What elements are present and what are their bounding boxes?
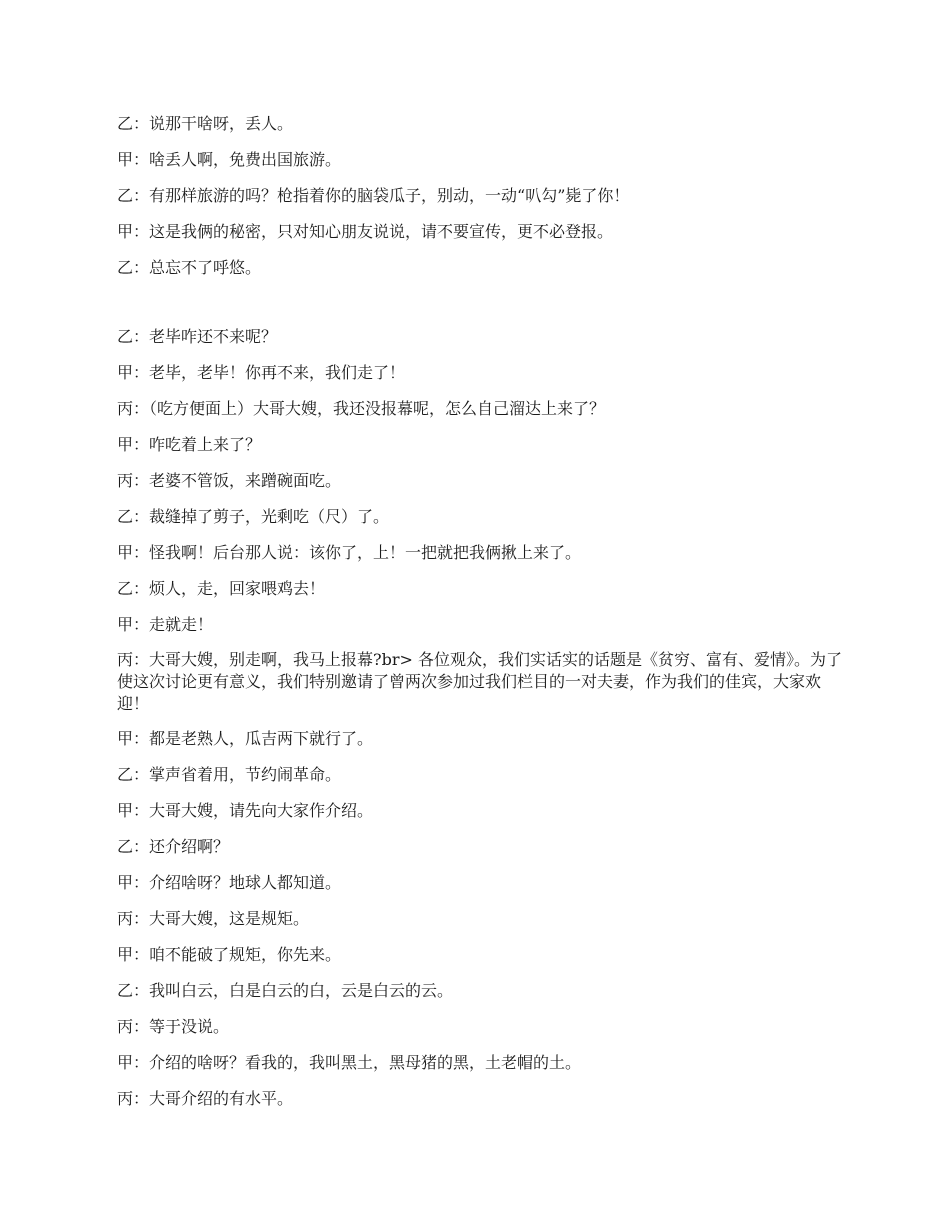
dialogue-line xyxy=(117,148,847,172)
dialogue-line xyxy=(117,799,847,823)
dialogue-line xyxy=(117,1015,847,1039)
speaker-label: 甲 xyxy=(117,945,134,964)
speaker-label: 丙 xyxy=(117,399,134,418)
dialogue-line xyxy=(117,469,847,493)
dialogue-line xyxy=(117,577,847,601)
separator: ： xyxy=(133,327,150,346)
separator: ： xyxy=(133,1017,150,1036)
dialogue-line xyxy=(117,649,847,715)
separator: ： xyxy=(133,222,150,241)
speaker-label: 乙 xyxy=(117,258,134,277)
dialogue-line xyxy=(117,1051,847,1075)
dialogue-line xyxy=(117,256,847,280)
line-text: 有那样旅游的吗？枪指着你的脑袋瓜子，别动，一动“叭勾”毙了你！ xyxy=(149,186,630,205)
separator: ： xyxy=(133,615,150,634)
line-text: 老毕咋还不来呢？ xyxy=(149,327,278,346)
dialogue-line xyxy=(117,541,847,565)
speaker-label: 甲 xyxy=(117,873,134,892)
line-text: 怪我啊！后台那人说：该你了，上！一把就把我俩揪上来了。 xyxy=(149,543,582,562)
separator: ： xyxy=(133,873,150,892)
dialogue-section-1 xyxy=(117,112,847,292)
speaker-label: 乙 xyxy=(117,327,134,346)
separator: ： xyxy=(133,150,150,169)
dialogue-line xyxy=(117,943,847,967)
line-text: 大哥介绍的有水平。 xyxy=(149,1089,294,1108)
separator: ： xyxy=(133,981,150,1000)
separator: ： xyxy=(133,507,150,526)
dialogue-line xyxy=(117,1087,847,1111)
speaker-label: 丙 xyxy=(117,471,134,490)
line-text: 这是我俩的秘密，只对知心朋友说说，请不要宣传，更不必登报。 xyxy=(149,222,614,241)
speaker-label: 甲 xyxy=(117,363,134,382)
separator: ： xyxy=(133,1053,150,1072)
separator: ： xyxy=(133,579,150,598)
dialogue-line xyxy=(117,112,847,136)
line-text: 总忘不了呼悠。 xyxy=(149,258,262,277)
separator: ： xyxy=(133,543,150,562)
line-text: 还介绍啊？ xyxy=(149,837,230,856)
dialogue-line xyxy=(117,325,847,349)
dialogue-line xyxy=(117,907,847,931)
line-text: 烦人，走，回家喂鸡去！ xyxy=(149,579,326,598)
line-text: 大哥大嫂，别走啊，我马上报幕?br> 各位观众，我们实话实的话题是《贫穷、富有、爱情》。为了使这次讨论更有意义，我们特别邀请了曾两次参加过我们栏目的一对夫妻，作为我们的佳宾，大家欢迎！ xyxy=(117,650,842,713)
separator: ： xyxy=(133,729,150,748)
separator: ： xyxy=(133,909,150,928)
dialogue-line xyxy=(117,871,847,895)
separator: ： xyxy=(133,114,150,133)
dialogue-line xyxy=(117,727,847,751)
line-text: 大哥大嫂，这是规矩。 xyxy=(149,909,310,928)
separator: ： xyxy=(133,650,150,669)
dialogue-line xyxy=(117,184,847,208)
line-text: 咋吃着上来了？ xyxy=(149,435,262,454)
separator: ： xyxy=(133,363,150,382)
speaker-label: 甲 xyxy=(117,150,134,169)
separator: ： xyxy=(133,435,150,454)
dialogue-line xyxy=(117,505,847,529)
separator: ： xyxy=(133,801,150,820)
speaker-label: 甲 xyxy=(117,801,134,820)
line-text: 介绍啥呀？地球人都知道。 xyxy=(149,873,342,892)
speaker-label: 丙 xyxy=(117,650,134,669)
speaker-label: 丙 xyxy=(117,1017,134,1036)
line-text: （吃方便面上）大哥大嫂，我还没报幕呢，怎么自己溜达上来了？ xyxy=(149,399,606,418)
line-text: 等于没说。 xyxy=(149,1017,230,1036)
speaker-label: 甲 xyxy=(117,543,134,562)
separator: ： xyxy=(133,399,150,418)
dialogue-line xyxy=(117,361,847,385)
separator: ： xyxy=(133,471,150,490)
speaker-label: 乙 xyxy=(117,186,134,205)
line-text: 大哥大嫂，请先向大家作介绍。 xyxy=(149,801,374,820)
line-text: 裁缝掉了剪子，光剩吃（尺）了。 xyxy=(149,507,390,526)
dialogue-line xyxy=(117,433,847,457)
line-text: 说那干啥呀，丢人。 xyxy=(149,114,294,133)
dialogue-line xyxy=(117,979,847,1003)
line-text: 老婆不管饭，来蹭碗面吃。 xyxy=(149,471,342,490)
line-text: 走就走！ xyxy=(149,615,214,634)
speaker-label: 甲 xyxy=(117,615,134,634)
separator: ： xyxy=(133,258,150,277)
line-text: 都是老熟人，瓜吉两下就行了。 xyxy=(149,729,374,748)
dialogue-line xyxy=(117,397,847,421)
speaker-label: 乙 xyxy=(117,114,134,133)
speaker-label: 乙 xyxy=(117,765,134,784)
separator: ： xyxy=(133,837,150,856)
dialogue-line xyxy=(117,835,847,859)
separator: ： xyxy=(133,765,150,784)
speaker-label: 甲 xyxy=(117,222,134,241)
line-text: 掌声省着用，节约闹革命。 xyxy=(149,765,342,784)
line-text: 啥丢人啊，免费出国旅游。 xyxy=(149,150,342,169)
speaker-label: 乙 xyxy=(117,507,134,526)
speaker-label: 甲 xyxy=(117,729,134,748)
separator: ： xyxy=(133,186,150,205)
speaker-label: 甲 xyxy=(117,435,134,454)
dialogue-line xyxy=(117,220,847,244)
line-text: 咱不能破了规矩，你先来。 xyxy=(149,945,342,964)
speaker-label: 丙 xyxy=(117,909,134,928)
speaker-label: 乙 xyxy=(117,579,134,598)
line-text: 我叫白云，白是白云的白，云是白云的云。 xyxy=(149,981,454,1000)
speaker-label: 甲 xyxy=(117,1053,134,1072)
dialogue-section-2 xyxy=(117,325,847,1123)
separator: ： xyxy=(133,945,150,964)
dialogue-line xyxy=(117,763,847,787)
line-text: 介绍的啥呀？看我的，我叫黑土，黑母猪的黑，土老帽的土。 xyxy=(149,1053,582,1072)
line-text: 老毕，老毕！你再不来，我们走了！ xyxy=(149,363,406,382)
speaker-label: 丙 xyxy=(117,1089,134,1108)
dialogue-line xyxy=(117,613,847,637)
speaker-label: 乙 xyxy=(117,981,134,1000)
speaker-label: 乙 xyxy=(117,837,134,856)
separator: ： xyxy=(133,1089,150,1108)
